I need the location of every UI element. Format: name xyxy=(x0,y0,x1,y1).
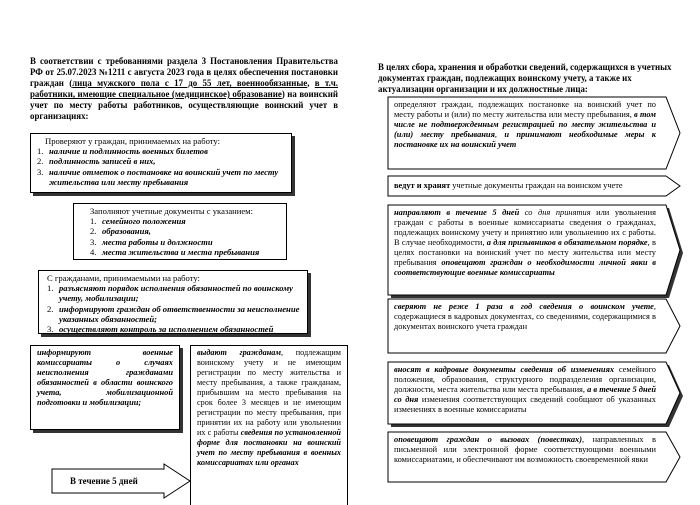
left-intro-paragraph xyxy=(30,56,338,122)
intro-underlined-text: лица мужского пола с 17 до 55 лет, военнообязанные xyxy=(72,78,308,88)
check-list xyxy=(37,146,285,187)
box-bold-text: выдают гражданам xyxy=(197,348,281,357)
item-text: места работы и должности xyxy=(102,236,213,247)
item-text: места жительства и места пребывания xyxy=(102,246,260,257)
duty-block xyxy=(388,205,680,295)
item-number: 2. xyxy=(47,303,54,314)
duty-text-segment: , xyxy=(494,130,505,139)
hired-employees-box xyxy=(38,270,308,334)
list-item xyxy=(37,156,285,166)
item-number: 2. xyxy=(90,226,97,237)
item-text: разъясняют порядок исполнения обязанностей по воинскому учету, мобилизации; xyxy=(59,283,293,304)
box-heading: Проверяют у граждан, принимаемых на работу: xyxy=(45,136,220,146)
duty-text-segment: или увольнения граждан с работы в военные комиссариаты сведения о гражданах, подлежащих воинскому учету и принятию или увольнению их с работы. В случае необходимости, xyxy=(394,208,656,247)
item-text: подлинность записей в них, xyxy=(49,156,156,167)
intro-text-part: ) на воинский учет по месту работы работников, осуществляющие воинский учет в организациях: xyxy=(30,89,339,121)
list-item xyxy=(90,226,280,236)
duty-text-segment: сверяют не реже 1 раза в год сведения о воинском учете xyxy=(394,302,654,311)
duty-block-text xyxy=(394,181,656,197)
duty-text-segment: ведут и хранят xyxy=(394,181,451,190)
duty-text-segment: и принимают необходимые меры к постановке их на воинский учет xyxy=(394,130,656,149)
item-text: осуществляют контроль за исполнением обязанностей xyxy=(59,324,274,335)
check-documents-box xyxy=(30,133,292,193)
duty-text-segment: , в целях постановки на воинский учет по месту жительства или месту пребывания xyxy=(394,238,656,267)
list-item xyxy=(37,146,285,156)
right-intro-paragraph: В целях сбора, хранения и обработки сведений, содержащихся в учетных документах граждан, подлежащих воинскому учету, а также их актуализации организации и их должностные лица: xyxy=(378,62,672,94)
list-item xyxy=(90,237,280,247)
item-text: наличие и подлинность военных билетов xyxy=(49,146,208,157)
item-number: 2. xyxy=(37,156,44,167)
duty-text-segment: в том числе не подтвержденным регистрацией по месту жительства и (или) месту пребывания xyxy=(394,110,656,139)
duty-block xyxy=(388,299,680,353)
list-item xyxy=(90,247,280,257)
duty-text-segment: оповещают граждан о необходимости личной явки в соответствующие военные комиссариаты xyxy=(394,258,656,277)
item-number: 4. xyxy=(90,246,97,257)
duty-text-segment: направляют в течение 5 дней xyxy=(394,208,520,217)
hired-list xyxy=(47,283,301,334)
duty-text-segment: , содержащиеся в кадровых документах, со сведениями, содержащимися в документах воинского учета граждан xyxy=(394,302,656,331)
box-heading: С гражданами, принимаемыми на работу: xyxy=(47,273,200,283)
duty-text-segment: а для призывников в обязательном порядке xyxy=(486,238,648,247)
duty-text-segment: вносят в кадровые документы сведения об изменениях xyxy=(394,365,615,374)
five-days-arrow xyxy=(52,464,192,495)
duty-text-segment: семейного положения, образования, структурного подразделения организации, должности, места жительства или места пребывания, xyxy=(394,365,656,394)
item-text: информируют граждан об ответственности за неисполнение указанных обязанностей; xyxy=(59,303,300,324)
fill-documents-box xyxy=(73,203,287,260)
list-item xyxy=(37,167,285,187)
box-text: военные комиссариаты о случаях неисполнения гражданами обязанностей в области воинского учета, мобилизационной подготовки и мобилизации; xyxy=(37,348,173,407)
duty-block-text xyxy=(394,100,656,168)
intro-text-part: , xyxy=(307,78,315,88)
duty-block-text xyxy=(394,208,656,294)
box-heading: Заполняют учетные документы с указанием: xyxy=(90,206,253,216)
list-item xyxy=(47,283,301,303)
list-item xyxy=(47,304,301,324)
duty-block-text xyxy=(394,435,656,481)
intro-underlined-text: в т.ч. работники, имеющие специальное (медицинское) образование xyxy=(30,78,339,99)
box-text: , подлежащим воинскому учету и не имеющим регистрации по месту жительства и месту пребывания, а также гражданам, прибывшим на место пребывания на срок более 3 месяцев и не имеющим регистрации по месту пребывания, при принятии их на работу или увольнении их с работы xyxy=(197,348,341,437)
item-number: 1. xyxy=(37,146,44,157)
item-text: семейного положения xyxy=(102,216,186,227)
box-bold-text: сведения по установленной форме для постановки на воинский учет по месту пребывания в военных комиссариатах или органах xyxy=(197,428,341,467)
duty-text-segment: оповещают граждан о вызовах (повестках) xyxy=(394,435,582,444)
list-item xyxy=(90,216,280,226)
duty-block-text xyxy=(394,365,656,423)
duty-block xyxy=(388,362,680,424)
item-text: образования, xyxy=(102,226,151,237)
duty-text-segment: учетные документы граждан на воинском учете xyxy=(450,181,623,190)
item-number: 1. xyxy=(47,283,54,294)
inform-commissariats-box xyxy=(30,345,180,430)
duty-text-segment: изменения соответствующих сведений сообщают об указанных изменениях в военные комиссариаты xyxy=(394,395,656,414)
arrow-label: В течение 5 дней xyxy=(70,476,138,486)
fill-list xyxy=(90,216,280,257)
item-number: 3. xyxy=(90,236,97,247)
duty-block xyxy=(388,432,680,482)
item-number: 3. xyxy=(37,166,44,177)
issue-info-box xyxy=(190,345,348,505)
duty-text-segment: определяют граждан, подлежащих постановке на воинский учет по месту работы и (или) по месту жительства или месту пребывания, xyxy=(394,100,656,119)
item-text: наличие отметок о постановке на воинский учет по месту жительства или месту пребывания xyxy=(49,166,279,187)
duty-block xyxy=(388,97,680,169)
duty-text-segment: а в течение 5 дней со дня xyxy=(394,385,656,404)
duty-block-text xyxy=(394,302,656,352)
item-number: 1. xyxy=(90,216,97,227)
box-bold-text: информируют xyxy=(37,348,92,357)
item-number: 3. xyxy=(47,324,54,335)
duty-block xyxy=(388,176,680,196)
duty-text-segment: со дня принятия xyxy=(519,208,591,217)
duty-text-segment: , направленных в письменной или электронной форме соответствующими военными комиссариатами, и обеспечивают им возможность своевременной явки xyxy=(394,435,656,464)
list-item xyxy=(47,324,301,334)
intro-text-part: В соответствии с требованиями раздела 3 Постановления Правительства РФ от 25.07.2023 №1211 с августа 2023 года в целях обеспечения постановки граждан ( xyxy=(30,56,338,88)
